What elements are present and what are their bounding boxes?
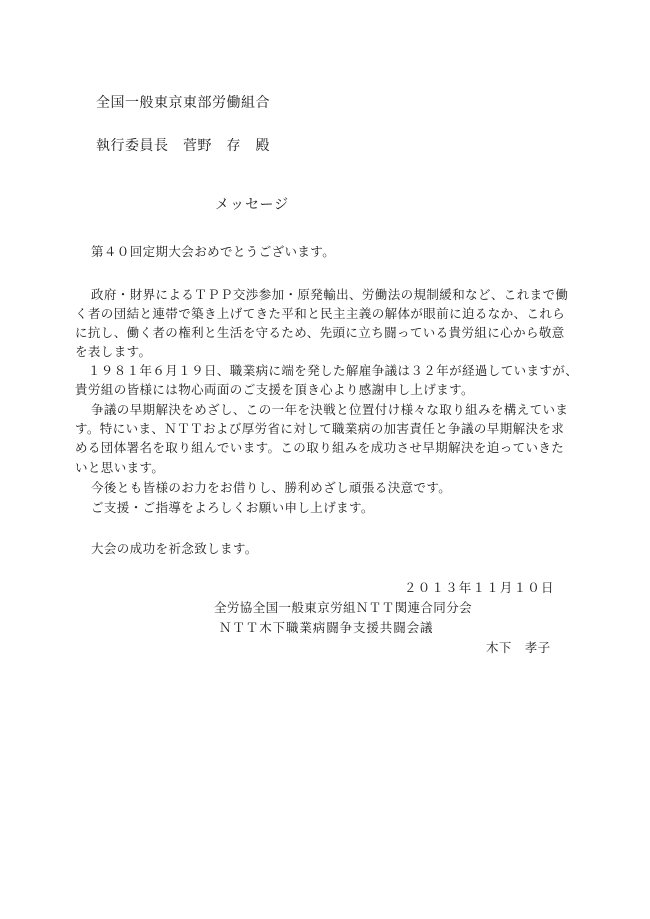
body-line: ご支援・ご指導をよろしくお願い申し上げます。 bbox=[91, 500, 374, 515]
body-line: 争議の早期解決をめざし、この一年を決戦と位置付け様々な取り組みを構えていま bbox=[91, 402, 569, 417]
closing-line: 大会の成功を祈念致します。 bbox=[91, 541, 258, 556]
document-title: メッセージ bbox=[215, 197, 290, 213]
body-line: す。特にいま、ＮＴＴおよび厚労省に対して職業病の加害責任と争議の早期解決を求 bbox=[75, 421, 565, 436]
signature-name: 木下 孝子 bbox=[486, 640, 551, 655]
greeting-line: 第４０回定期大会おめでとうございます。 bbox=[91, 244, 336, 259]
body-line: いと思います。 bbox=[75, 460, 165, 475]
body-line: める団体署名を取り組んでいます。この取り組みを成功させ早期解決を迫っていきた bbox=[75, 440, 565, 455]
body-line: く者の団結と連帯で築き上げてきた平和と民主主義の解体が眼前に迫るなか、これら bbox=[75, 306, 566, 321]
signature-date: ２０１３年１１月１０日 bbox=[404, 580, 555, 595]
body-line: 貴労組の皆様には物心両面のご支援を頂き心より感謝申し上げます。 bbox=[75, 382, 474, 397]
addressee-recipient: 執行委員長 菅野 存 殿 bbox=[96, 138, 270, 154]
signature-org1: 全労協全国一般東京労組ＮＴＴ関連合同分会 bbox=[214, 600, 473, 615]
addressee-organization: 全国一般東京東部労働組合 bbox=[96, 95, 270, 111]
signature-org2: ＮＴＴ木下職業病闘争支援共闘会議 bbox=[219, 620, 434, 635]
body-line: 政府・財界によるＴＰＰ交渉参加・原発輸出、労働法の規制緩和など、これまで働 bbox=[91, 287, 569, 302]
body-line: 今後とも皆様のお力をお借りし、勝利めざし頑張る決意です。 bbox=[91, 480, 452, 495]
body-line: を表します。 bbox=[75, 344, 152, 359]
body-line: １９８１年６月１９日、職業病に端を発した解雇争議は３２年が経過していますが、 bbox=[75, 363, 579, 378]
body-line: に抗し、働く者の権利と生活を守るため、先頭に立ち闘っている貴労組に心から敬意 bbox=[75, 325, 565, 340]
